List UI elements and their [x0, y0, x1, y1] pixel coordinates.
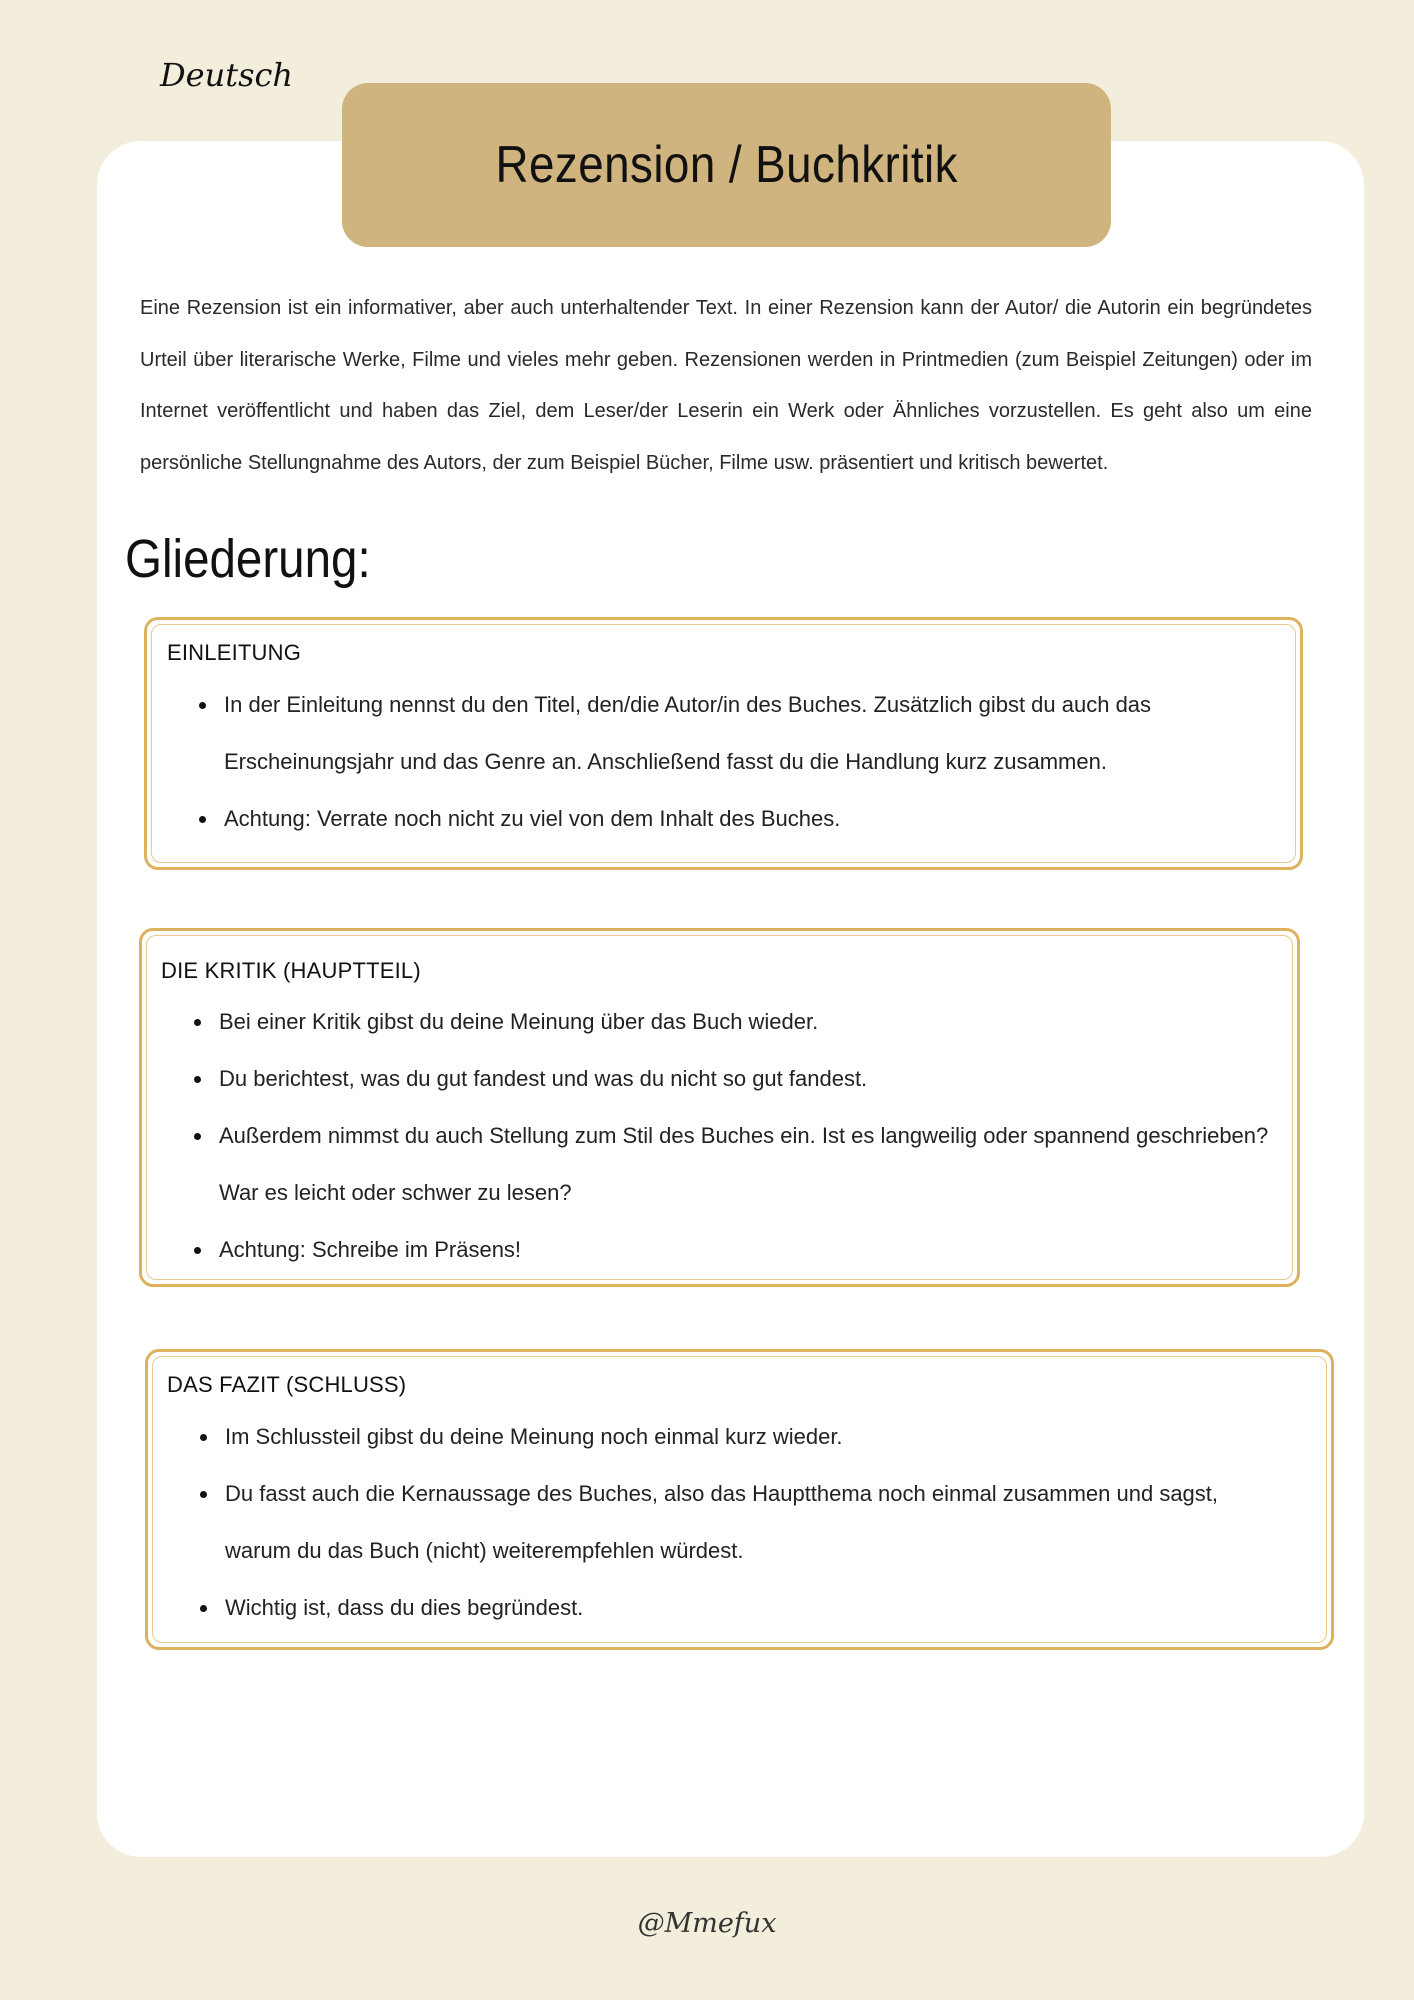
box-title: EINLEITUNG — [167, 640, 302, 665]
list-item: Bei einer Kritik gibst du deine Meinung über das Buch wieder. — [219, 993, 1269, 1050]
section-heading: Gliederung: — [125, 529, 371, 589]
bullet-list — [196, 676, 1244, 847]
list-item: In der Einleitung nennst du den Titel, den/die Autor/in des Buches. Zusätzlich gibst du auch das Erscheinungsjahr und das Genre an. Anschließend fasst du die Handlung kurz zusammen. — [224, 676, 1244, 790]
intro-paragraph: Eine Rezension ist ein informativer, aber auch unterhaltender Text. In einer Rezension kann der Autor/ die Autorin ein begründetes Urteil über literarische Werke, Filme und vieles mehr geben. Rezensionen werden in Printmedien (zum Beispiel Zeitungen) oder im Internet veröffentlicht und haben das Ziel, dem Leser/der Leserin ein Werk oder Ähnliches vorzustellen. Es geht also um eine persönliche Stellungnahme des Autors, der zum Beispiel Bücher, Filme usw. präsentiert und kritisch bewertet. — [140, 297, 1312, 474]
box-title: DAS FAZIT (SCHLUSS) — [167, 1372, 407, 1397]
list-item: Wichtig ist, dass du dies begründest. — [225, 1579, 1275, 1636]
box-title: DIE KRITIK (HAUPTTEIL) — [161, 958, 421, 983]
page-title: Rezension / Buchkritik — [495, 136, 958, 194]
list-item: Achtung: Schreibe im Präsens! — [219, 1221, 1269, 1278]
list-item: Im Schlussteil gibst du deine Meinung noch einmal kurz wieder. — [225, 1408, 1275, 1465]
list-item: Du fasst auch die Kernaussage des Buches, also das Hauptthema noch einmal zusammen und sagst, warum du das Buch (nicht) weiterempfehlen würdest. — [225, 1465, 1275, 1579]
list-item: Achtung: Verrate noch nicht zu viel von dem Inhalt des Buches. — [224, 790, 1244, 847]
bullet-list — [197, 1408, 1275, 1636]
section-box-schluss — [145, 1349, 1334, 1650]
bullet-list — [191, 993, 1269, 1278]
list-item: Du berichtest, was du gut fandest und was du nicht so gut fandest. — [219, 1050, 1269, 1107]
list-item: Außerdem nimmst du auch Stellung zum Stil des Buches ein. Ist es langweilig oder spannend geschrieben? War es leicht oder schwer zu lesen? — [219, 1107, 1269, 1221]
subject-label: Deutsch — [160, 56, 294, 94]
author-signature: @Mmefux — [637, 1908, 777, 1939]
section-box-hauptteil — [139, 928, 1300, 1287]
section-box-einleitung — [144, 617, 1303, 870]
title-banner — [342, 83, 1111, 247]
